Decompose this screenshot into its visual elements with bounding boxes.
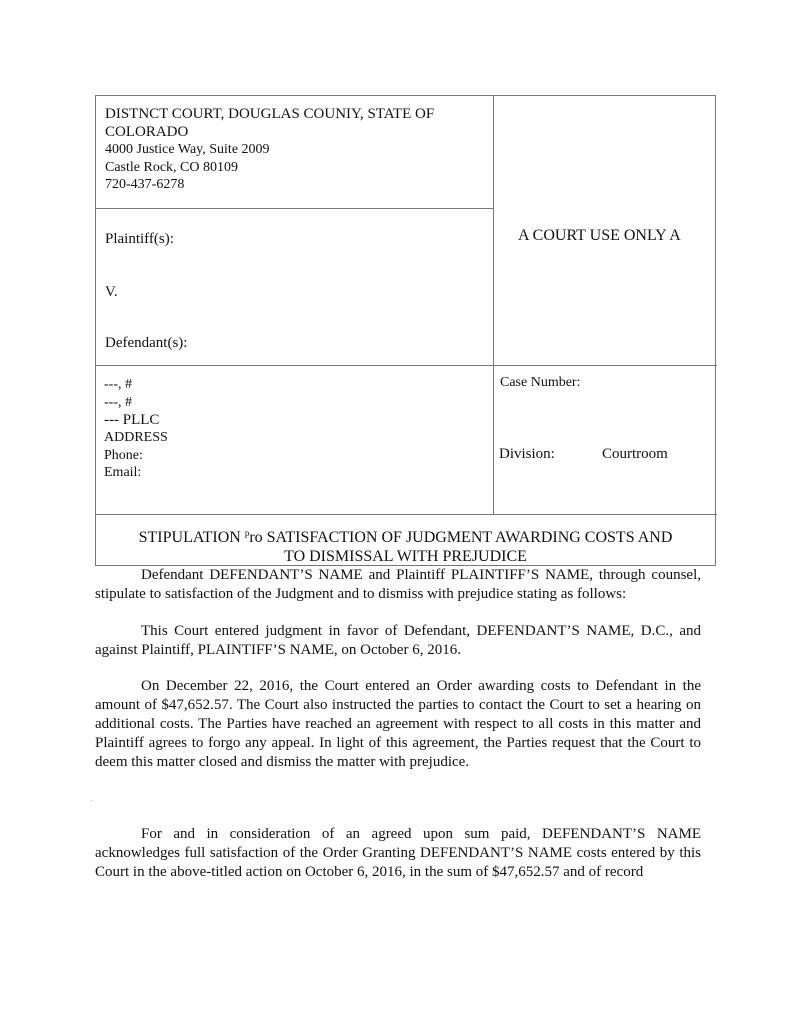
body-paragraph-1: Defendant DEFENDANT’S NAME and Plaintiff PLAINTIFF’S NAME, through counsel, stipulate to satisfaction of the Judgment and to dismiss with prejudice stating as follows: — [95, 567, 701, 602]
stray-mark — [91, 800, 92, 801]
body-paragraph-2: This Court entered judgment in favor of Defendant, DEFENDANT’S NAME, D.C., and against Plaintiff, PLAINTIFF’S NAME, on October 6, 2016. — [95, 623, 701, 658]
plaintiff-label: Plaintiff(s): — [105, 231, 174, 247]
attorney-phone-label: Phone: — [104, 447, 143, 463]
case-number-label: Case Number: — [500, 375, 581, 390]
attorney-line1: ---, # — [104, 377, 132, 392]
attorney-info-cell — [96, 366, 494, 515]
versus-label: V. — [105, 284, 118, 300]
attorney-firm: --- PLLC — [104, 412, 160, 428]
division-label: Division: — [499, 446, 555, 462]
document-title — [96, 515, 715, 565]
title-part1: STIPULATION — [138, 529, 245, 546]
court-info-cell — [96, 96, 494, 209]
attorney-email-label: Email: — [104, 465, 142, 480]
court-phone: 720-437-6278 — [105, 177, 185, 192]
defendant-label: Defendant(s): — [105, 335, 188, 351]
parties-cell — [96, 209, 494, 366]
document-title-line1 — [96, 524, 715, 547]
body-paragraph-4: For and in consideration of an agreed upon sum paid, DEFENDANT’S NAME acknowledges full satisfaction of the Order Granting DEFENDANT’S NAME costs entered by this Court in the above-titled action on October 6, 2016, in the sum of $47,652.57 and of record — [95, 826, 701, 880]
court-address-line1: 4000 Justice Way, Suite 2009 — [105, 142, 270, 157]
court-use-only-label: A COURT USE ONLY A — [518, 227, 681, 244]
case-caption-table — [95, 95, 716, 566]
case-info-cell — [494, 366, 717, 515]
courtroom-label: Courtroom — [602, 446, 668, 462]
document-title-line2: TO DISMISSAL WITH PREJUDICE — [284, 548, 527, 565]
court-use-only-cell — [494, 96, 717, 366]
attorney-line2: ---, # — [104, 394, 132, 410]
court-address-line2: Castle Rock, CO 80109 — [105, 159, 238, 175]
body-paragraph-3: On December 22, 2016, the Court entered an Order awarding costs to Defendant in the amount of $47,652.57. The Court also instructed the parties to contact the Court to set a hearing on additional costs. The Parties have reached an agreement with respect to all costs in this matter and Plaintiff agrees to forgo any appeal. In light of this agreement, the Parties request that the Court to deem this matter closed and dismiss the matter with prejudice. — [95, 678, 701, 770]
attorney-address: ADDRESS — [104, 430, 168, 445]
title-part2: ro SATISFACTION OF JUDGMENT AWARDING COSTS AND — [249, 529, 673, 546]
court-name: DISTNCT COURT, DOUGLAS COUNIY, STATE OF COLORADO — [105, 106, 435, 140]
title-superscript: p — [244, 528, 250, 538]
